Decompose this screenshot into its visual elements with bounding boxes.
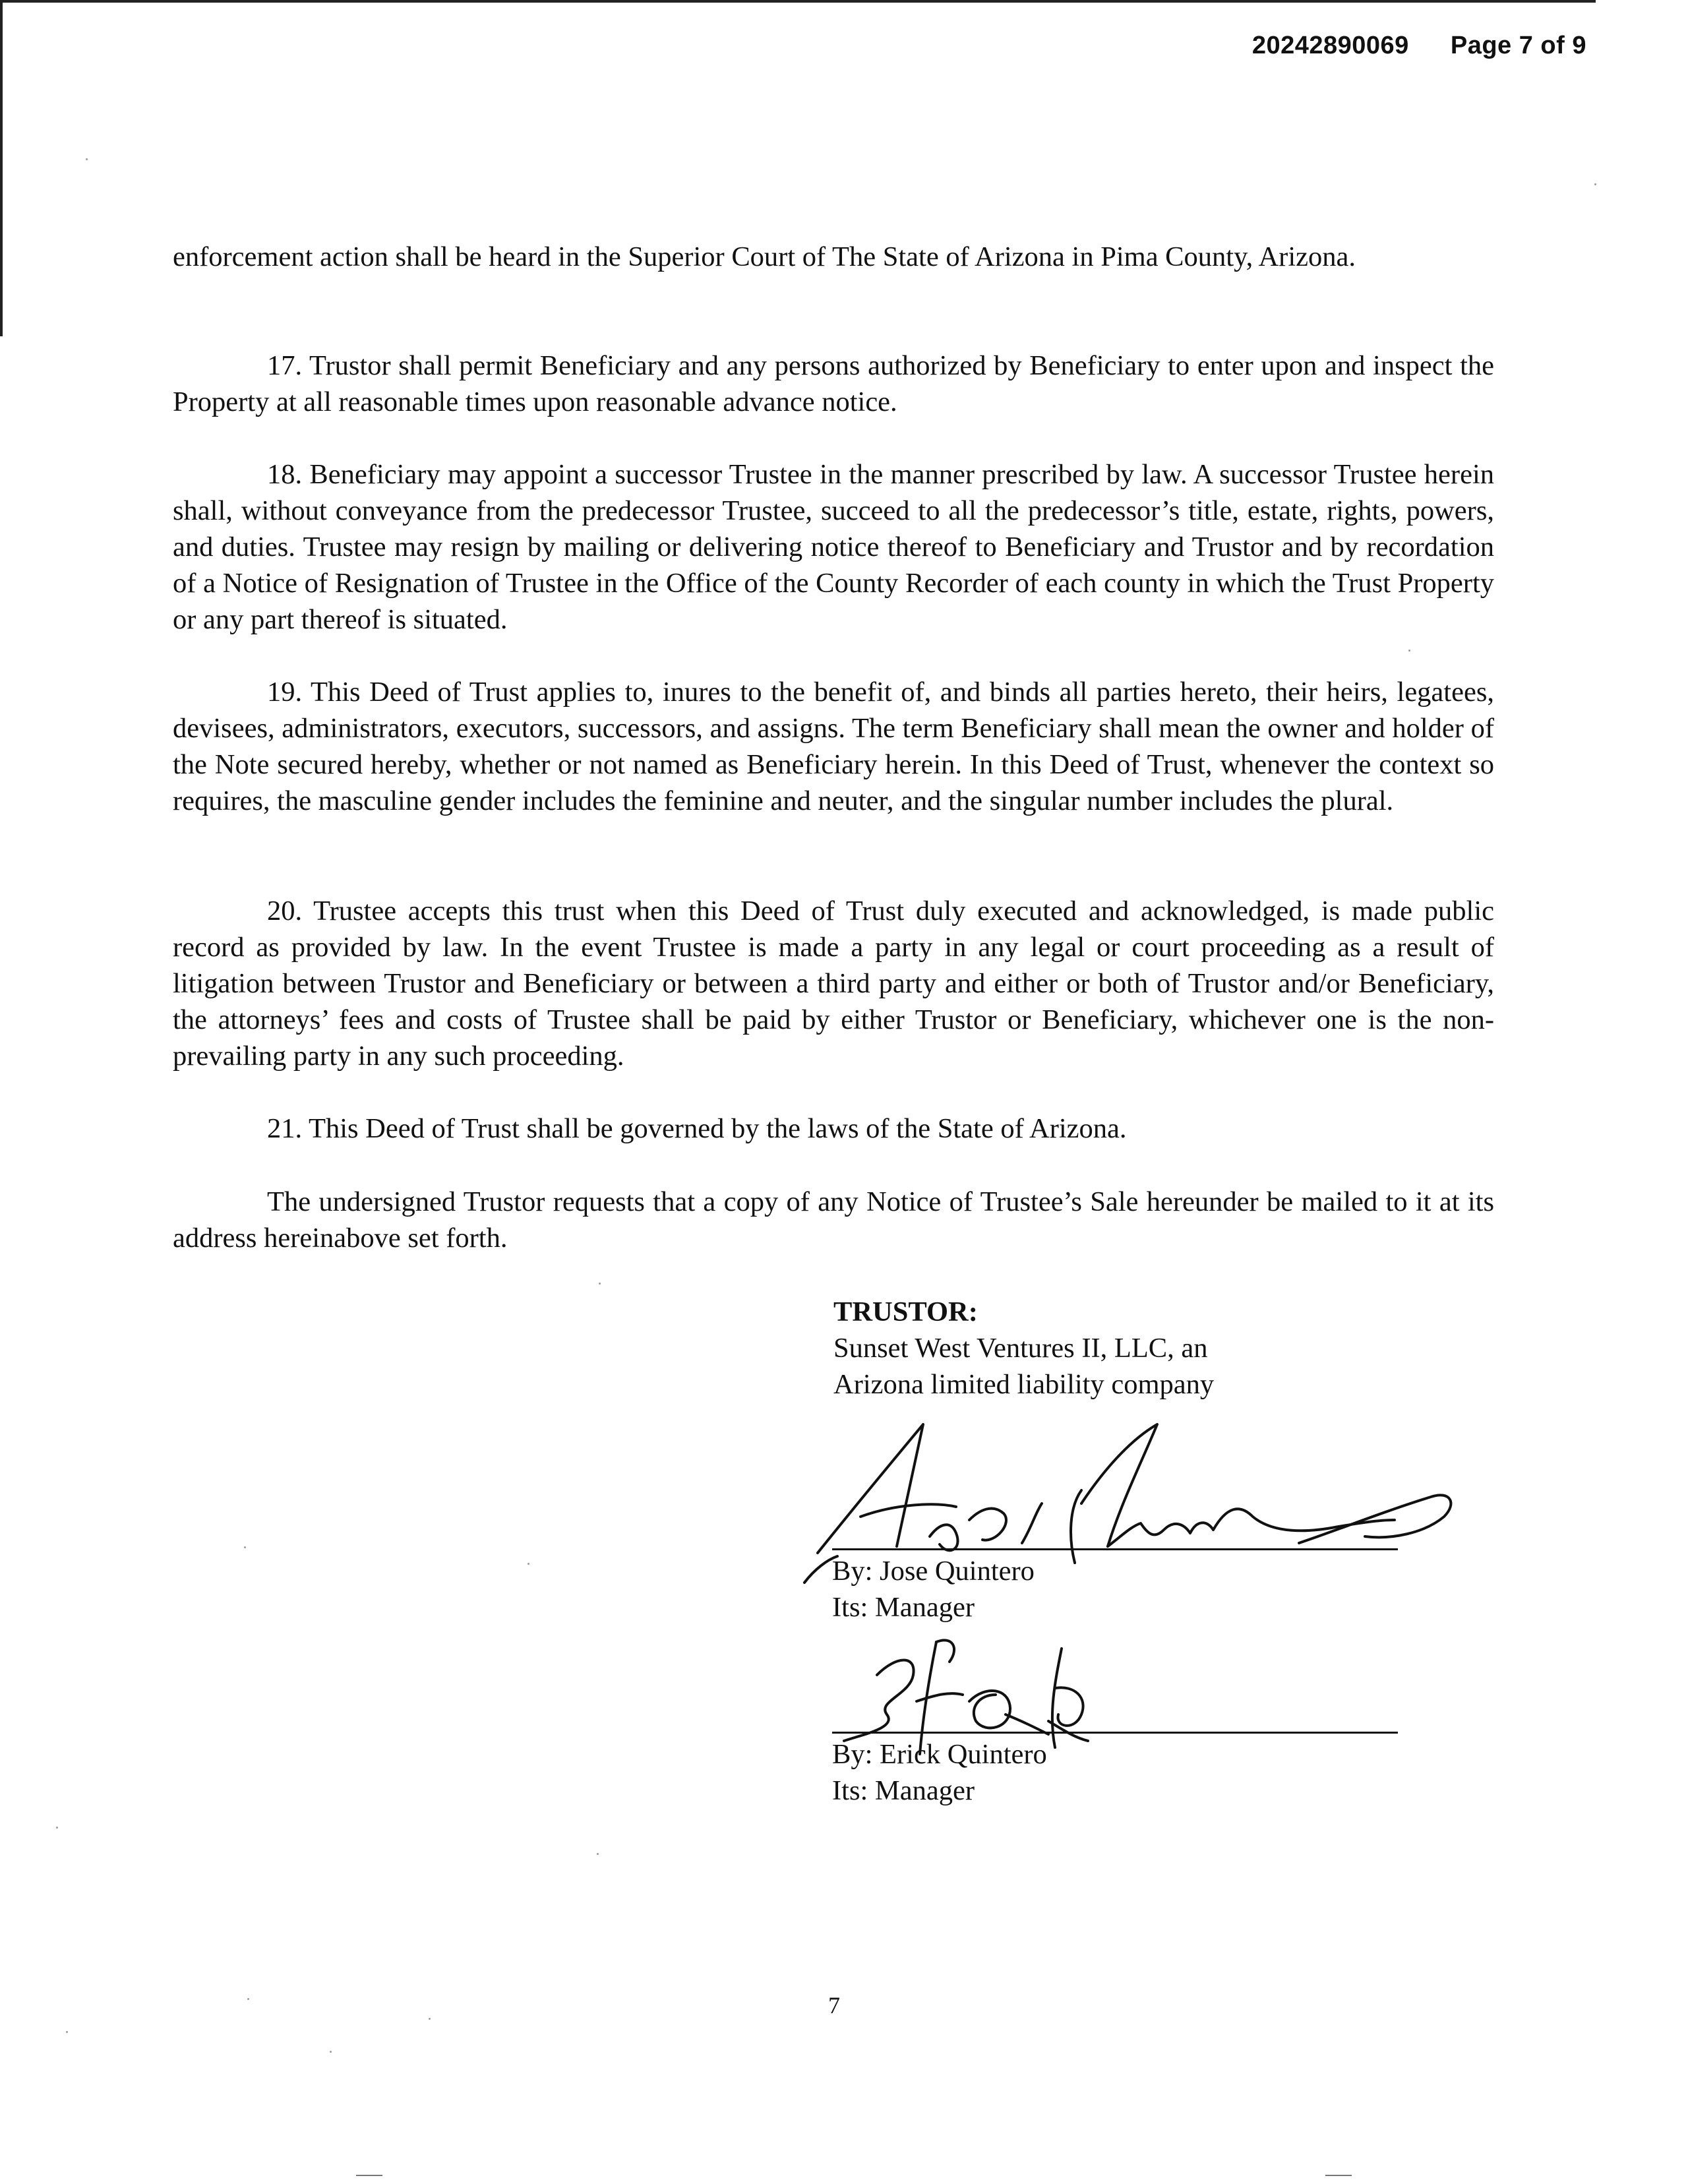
signer1-by: By: Jose Quintero	[832, 1556, 1035, 1587]
trustor-entity-line2: Arizona limited liability company	[833, 1369, 1215, 1400]
paragraph-18: 18. Beneficiary may appoint a successor Trustee in the manner prescribed by law. A successor Trustee herein shall, without conveyance from the predecessor Trustee, succeed to all the predecessor’s title, estate, rights, powers, and duties. Trustee may resign by mailing or delivering notice thereof to Beneficiary and Trustor and by recordation of a Notice of Resignation of Trustee in the Office of the County Recorder of each county in which the Trust Property or any part thereof is situated.	[173, 459, 1494, 635]
signature-line-2	[832, 1732, 1398, 1734]
scan-speck	[597, 1853, 599, 1855]
paragraph-20: 20. Trustee accepts this trust when this Deed of Trust duly executed and acknowledged, is made public record as provided by law. In the event Trustee is made a party in any legal or court proceeding as a result of litigation between Trustor and Beneficiary or between a third party and either or both of Trustor and/or Beneficiary, the attorneys’ fees and costs of Trustee shall be paid by either Trustor or Beneficiary, whichever one is the non-prevailing party in any such proceeding.	[173, 895, 1494, 1072]
document-number: 20242890069	[1251, 32, 1409, 59]
scan-speck	[528, 1563, 529, 1565]
scan-speck	[1408, 650, 1410, 652]
page-left-border	[0, 0, 3, 336]
page-top-border	[0, 0, 1596, 3]
recording-header	[1252, 32, 1586, 60]
page-number: 7	[828, 1992, 840, 2018]
scan-speck	[429, 2018, 431, 2020]
scan-speck	[66, 2031, 68, 2033]
paragraph-notice-request: The undersigned Trustor requests that a copy of any Notice of Trustee’s Sale hereunder be mailed to it at its address hereinabove set forth.	[173, 1186, 1494, 1254]
scan-speck	[244, 1546, 246, 1548]
signer2-by: By: Erick Quintero	[832, 1739, 1047, 1770]
paragraph-19: 19. This Deed of Trust applies to, inures to the benefit of, and binds all parties hereto, their heirs, legatees, devisees, administrators, executors, successors, and assigns. The term Beneficiary shall mean the owner and holder of the Note secured hereby, whether or not named as Beneficiary herein. In this Deed of Trust, whenever the context so requires, the masculine gender includes the feminine and neuter, and the singular number includes the plural.	[173, 677, 1494, 816]
trustor-entity-line1: Sunset West Ventures II, LLC, an	[833, 1333, 1208, 1364]
scan-speck	[247, 1998, 249, 2000]
page-label: Page 7 of 9	[1450, 32, 1586, 59]
scan-speck	[330, 2051, 332, 2053]
signer2-title: Its: Manager	[832, 1775, 975, 1806]
scan-speck	[1594, 183, 1596, 185]
paragraph-17: 17. Trustor shall permit Beneficiary and any persons authorized by Beneficiary to enter upon and inspect the Property at all reasonable times upon reasonable advance notice.	[173, 350, 1494, 417]
scan-dash	[356, 2175, 382, 2176]
scan-speck	[86, 158, 88, 160]
scan-speck	[599, 1283, 601, 1285]
paragraph-21: 21. This Deed of Trust shall be governed by the laws of the State of Arizona.	[267, 1113, 1127, 1144]
scan-dash	[1325, 2175, 1352, 2176]
scan-speck	[56, 1827, 58, 1829]
trustor-heading: TRUSTOR:	[833, 1296, 978, 1327]
paragraph-continuation: enforcement action shall be heard in the Superior Court of The State of Arizona in Pima County, Arizona.	[173, 241, 1356, 272]
signer1-title: Its: Manager	[832, 1592, 975, 1623]
trustor-signature-block	[833, 1294, 1214, 1403]
signature-line-1	[832, 1548, 1398, 1550]
